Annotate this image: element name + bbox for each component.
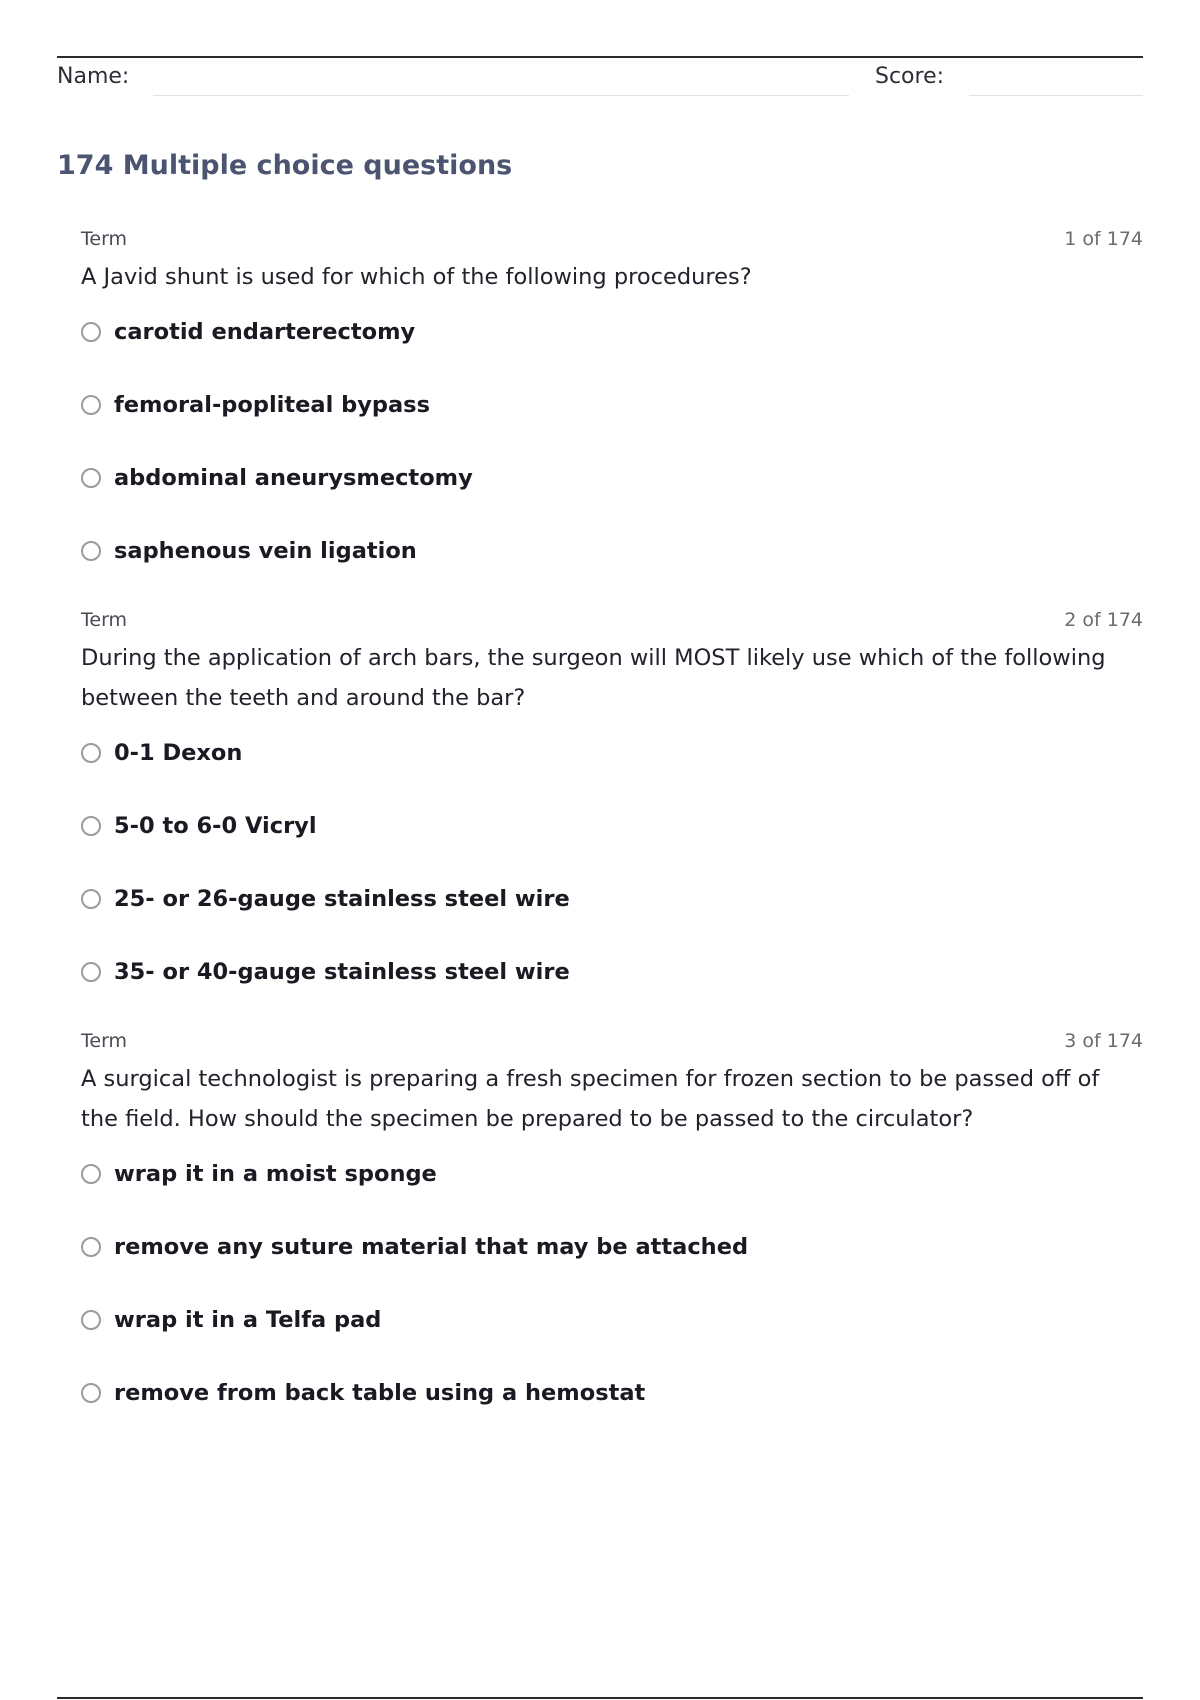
- worksheet-page: [57, 0, 1143, 1700]
- answer-option[interactable]: [81, 311, 1143, 353]
- answer-option-label: wrap it in a Telfa pad: [114, 1307, 382, 1333]
- answer-option[interactable]: [81, 732, 1143, 774]
- question-block: [81, 606, 1143, 993]
- answer-option-label: carotid endarterectomy: [114, 319, 416, 345]
- score-field[interactable]: [969, 95, 1143, 96]
- worksheet-header: [57, 62, 1143, 98]
- radio-button-icon[interactable]: [81, 322, 101, 342]
- term-label: Term: [81, 1030, 128, 1052]
- answer-option-label: femoral-popliteal bypass: [114, 392, 430, 418]
- answer-option[interactable]: [81, 530, 1143, 572]
- question-header: [81, 606, 1143, 638]
- question-prompt: During the application of arch bars, the surgeon will MOST likely use which of the following between the teeth and around the bar?: [81, 645, 1106, 711]
- radio-button-icon[interactable]: [81, 962, 101, 982]
- name-label: Name:: [57, 64, 130, 89]
- radio-button-icon[interactable]: [81, 889, 101, 909]
- question-counter: 3 of 174: [1064, 1030, 1143, 1052]
- question-block: [81, 1027, 1143, 1414]
- answer-option[interactable]: [81, 457, 1143, 499]
- answer-options: [81, 311, 1143, 572]
- term-label: Term: [81, 228, 128, 250]
- answer-options: [81, 732, 1143, 993]
- answer-option[interactable]: [81, 384, 1143, 426]
- answer-option[interactable]: [81, 1226, 1143, 1268]
- radio-button-icon[interactable]: [81, 743, 101, 763]
- radio-button-icon[interactable]: [81, 1237, 101, 1257]
- answer-option[interactable]: [81, 1153, 1143, 1195]
- answer-option-label: remove any suture material that may be attached: [114, 1234, 749, 1260]
- question-block: [81, 225, 1143, 572]
- question-header: [81, 1027, 1143, 1059]
- radio-button-icon[interactable]: [81, 1383, 101, 1403]
- radio-button-icon[interactable]: [81, 816, 101, 836]
- answer-option-label: 0-1 Dexon: [114, 740, 243, 766]
- answer-option[interactable]: [81, 1372, 1143, 1414]
- answer-option-label: saphenous vein ligation: [114, 538, 417, 564]
- answer-option-label: remove from back table using a hemostat: [114, 1380, 646, 1406]
- radio-button-icon[interactable]: [81, 1310, 101, 1330]
- question-header: [81, 225, 1143, 257]
- question-prompt: A surgical technologist is preparing a fresh specimen for frozen section to be passed off of the field. How should the specimen be prepared to be passed to the circulator?: [81, 1066, 1100, 1132]
- question-prompt: A Javid shunt is used for which of the following procedures?: [81, 264, 752, 290]
- question-counter: 1 of 174: [1064, 228, 1143, 250]
- answer-options: [81, 1153, 1143, 1414]
- answer-option[interactable]: [81, 878, 1143, 920]
- answer-option[interactable]: [81, 1299, 1143, 1341]
- answer-option-label: 25- or 26-gauge stainless steel wire: [114, 886, 570, 912]
- radio-button-icon[interactable]: [81, 395, 101, 415]
- answer-option[interactable]: [81, 805, 1143, 847]
- radio-button-icon[interactable]: [81, 1164, 101, 1184]
- name-field[interactable]: [153, 95, 849, 96]
- answer-option-label: wrap it in a moist sponge: [114, 1161, 437, 1187]
- bottom-divider: [57, 1697, 1143, 1699]
- answer-option-label: 5-0 to 6-0 Vicryl: [114, 813, 317, 839]
- score-label: Score:: [875, 64, 945, 89]
- radio-button-icon[interactable]: [81, 541, 101, 561]
- page-title: 174 Multiple choice questions: [57, 150, 513, 181]
- answer-option[interactable]: [81, 951, 1143, 993]
- term-label: Term: [81, 609, 128, 631]
- question-list: [81, 225, 1143, 1448]
- question-counter: 2 of 174: [1064, 609, 1143, 631]
- radio-button-icon[interactable]: [81, 468, 101, 488]
- top-divider: [57, 56, 1143, 58]
- answer-option-label: abdominal aneurysmectomy: [114, 465, 473, 491]
- answer-option-label: 35- or 40-gauge stainless steel wire: [114, 959, 570, 985]
